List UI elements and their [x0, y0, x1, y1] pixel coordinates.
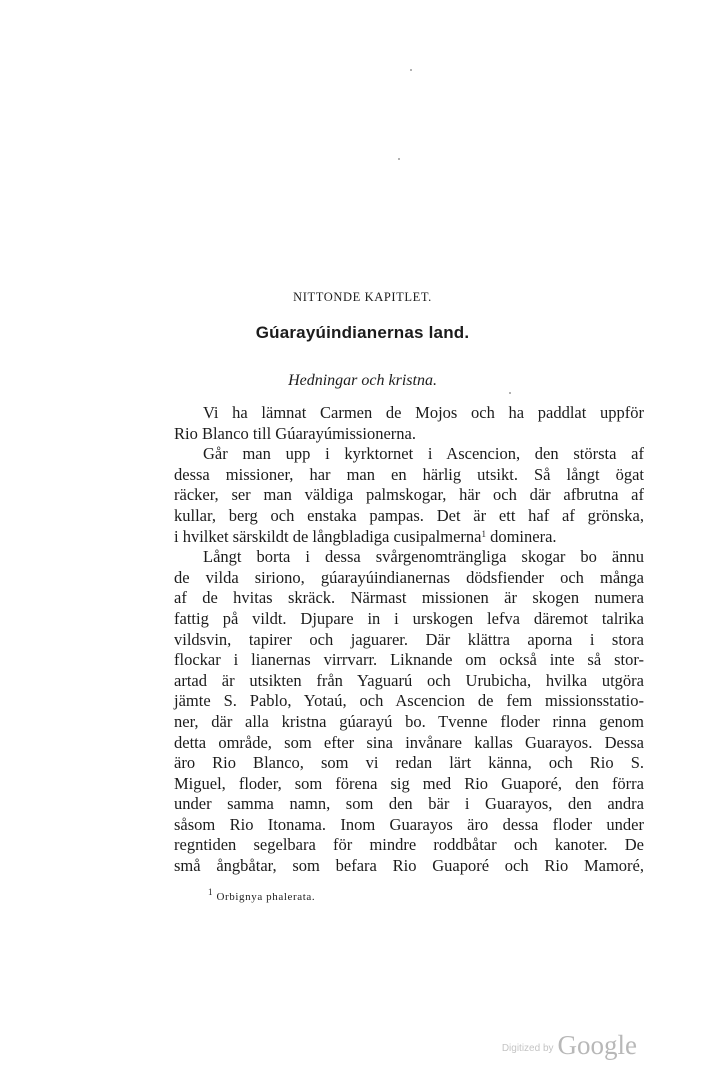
text-line: dessa missioner, har man en härlig utsikt. Så långt ögat — [174, 464, 644, 484]
text-line: Långt borta i dessa svårgenomträngliga skogar bo ännu — [203, 547, 644, 567]
paper-speck — [509, 392, 511, 394]
digitized-watermark — [502, 1030, 637, 1061]
text-line: fattig på vildt. Djupare in i urskogen lefva däremot talrika — [174, 608, 644, 628]
chapter-title: Gúarayúindianernas land. — [255, 323, 470, 342]
text-line: artad är utsikten från Yaguarú och Urubicha, hvilka utgöra — [174, 670, 644, 690]
section-subtitle: Hedningar och kristna. — [288, 372, 437, 389]
text-line: Vi ha lämnat Carmen de Mojos och ha paddlat uppför — [203, 403, 644, 422]
text-line: Rio Blanco till Gúarayúmissionerna. — [174, 423, 416, 443]
text-line: vildsvin, tapirer och jaguarer. Där klättra aporna i stora — [174, 629, 644, 649]
text-line: under samma namn, som den bär i Guarayos, den andra — [174, 794, 644, 814]
text-line: detta område, som efter sina invånare kallas Guarayos. Dessa — [174, 732, 644, 752]
text-line: ner, där alla kristna gúarayú bo. Tvenne floder rinna genom — [174, 711, 644, 731]
text-line: flockar i lianernas virrvarr. Liknande om också inte så stor- — [174, 650, 644, 670]
text-fragment: i hvilket särskildt de långbladiga cusipalmerna — [174, 526, 482, 546]
chapter-label: NITTONDE KAPITLET. — [293, 290, 432, 304]
text-line: Går man upp i kyrktornet i Ascencion, den största af — [203, 444, 644, 464]
footnote-text: Orbignya phalerata. — [216, 891, 316, 903]
text-line: äro Rio Blanco, som vi redan lärt känna, och Rio S. — [174, 753, 644, 773]
body-text — [174, 403, 644, 877]
text-line: af de hvitas skräck. Närmast missionen är skogen numera — [174, 588, 644, 608]
text-line-with-footnote — [174, 527, 644, 548]
footnote-number: 1 — [208, 887, 214, 897]
text-fragment: dominera. — [490, 526, 557, 546]
text-line: kullar, berg och enstaka pampas. Det är ett haf af grönska, — [174, 505, 644, 525]
watermark-brand: Google — [557, 1030, 637, 1060]
text-line: Miguel, floder, som förena sig med Rio Guaporé, den förra — [174, 773, 644, 793]
text-line: jämte S. Pablo, Yotaú, och Ascencion de fem missionsstatio- — [174, 691, 644, 711]
text-line: de vilda siriono, gúarayúindianernas dödsfiender och många — [174, 567, 644, 587]
text-line: såsom Rio Itonama. Inom Guarayos äro dessa floder under — [174, 814, 644, 834]
text-line: regntiden segelbara för mindre roddbåtar och kanoter. De — [174, 835, 644, 855]
footnote-marker: 1 — [481, 528, 486, 539]
text-line: små ångbåtar, som befara Rio Guaporé och Rio Mamoré, — [174, 856, 644, 876]
paper-speck — [410, 69, 412, 71]
paper-speck — [398, 158, 400, 160]
watermark-prefix: Digitized by — [501, 1043, 554, 1054]
footnote — [208, 887, 316, 904]
text-line: räcker, ser man väldiga palmskogar, här och där afbrutna af — [174, 485, 644, 505]
